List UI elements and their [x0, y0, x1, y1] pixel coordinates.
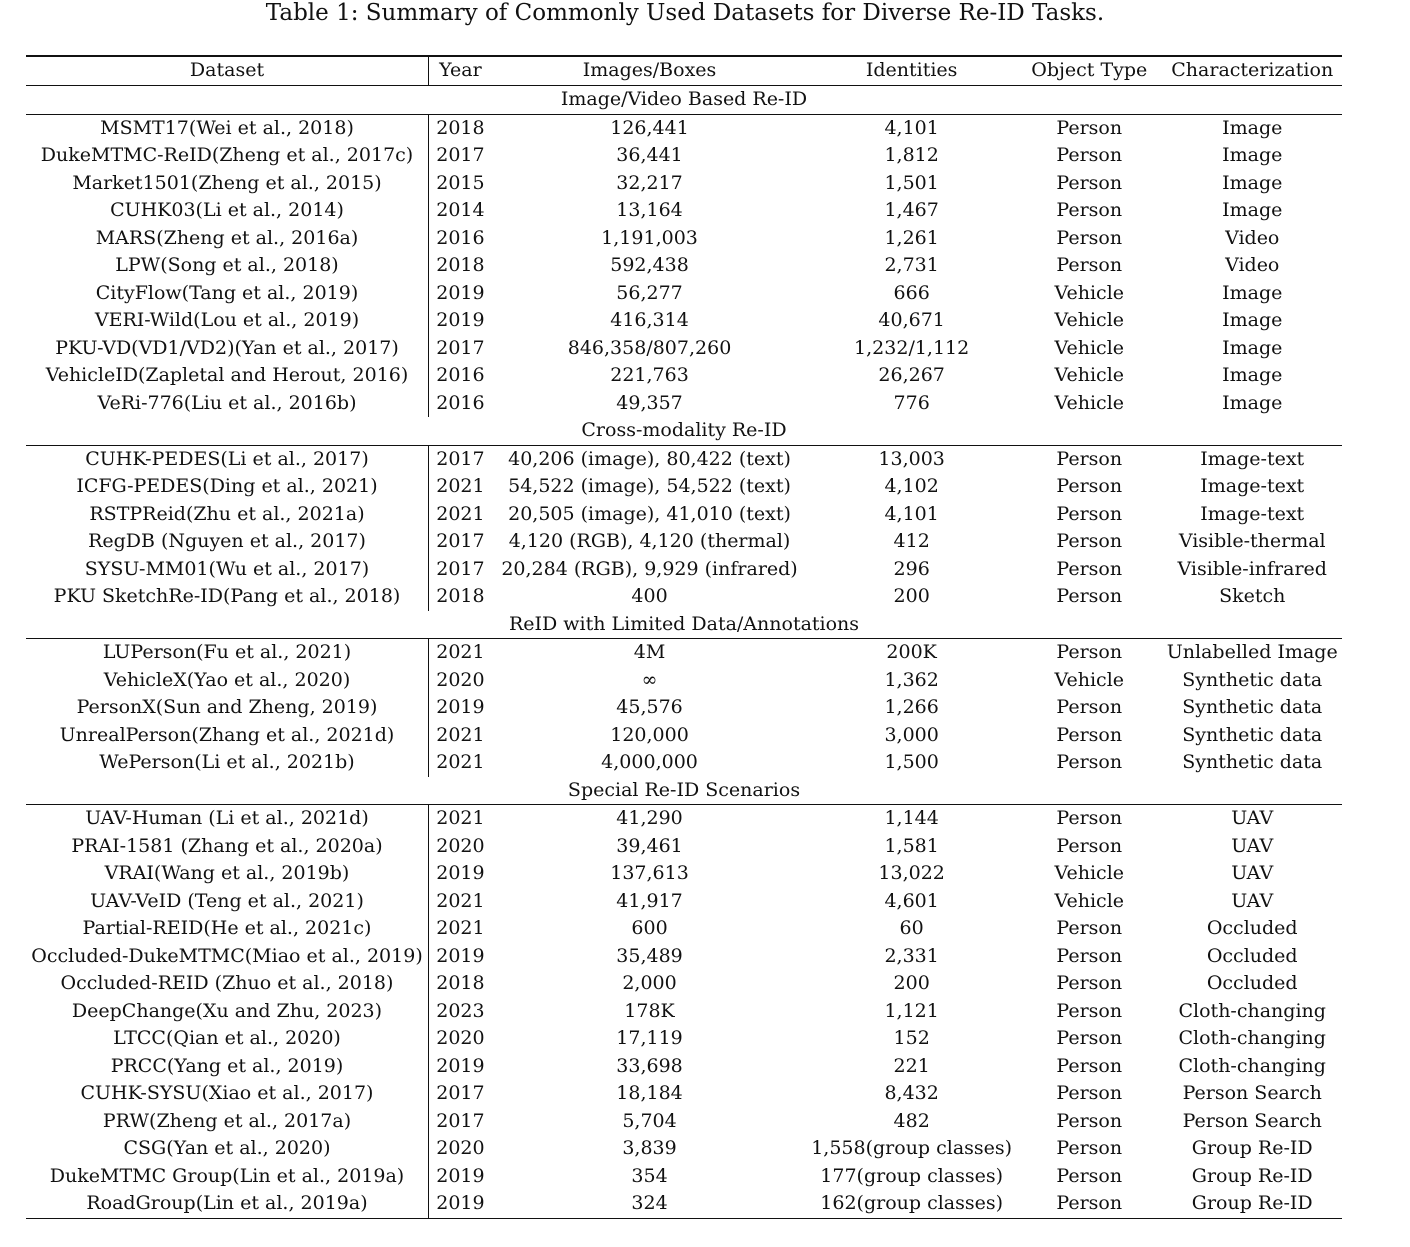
cell-dataset: CUHK-PEDES(Li et al., 2017) [26, 445, 429, 473]
cell-year: 2019 [436, 1054, 485, 1077]
cell-dataset: Market1501(Zheng et al., 2015) [26, 170, 429, 198]
cell-images: 3,839 [622, 1137, 677, 1159]
cell-object-type: Person [1056, 1082, 1123, 1104]
cell-dataset: PRW(Zheng et al., 2017a) [26, 1108, 429, 1136]
table-row [26, 888, 1342, 916]
cell-dataset: Partial-REID(He et al., 2021c) [26, 915, 429, 943]
cell-identities: 200 [893, 972, 930, 994]
cell-identities: 152 [893, 1027, 930, 1049]
cell-dataset: VRAI(Wang et al., 2019b) [26, 860, 429, 888]
section-title: ReID with Limited Data/Annotations [26, 611, 1342, 639]
cell-object-type: Vehicle [1054, 281, 1125, 304]
cell-characterization: Synthetic data [1182, 668, 1323, 691]
cell-images: 39,461 [616, 834, 683, 857]
cell-identities: 1,500 [884, 751, 939, 773]
cell-identities: 13,003 [878, 447, 945, 470]
table-row [26, 667, 1342, 695]
cell-images: 20,284 (RGB), 9,929 (infrared) [501, 557, 798, 580]
cell-year: 2017 [436, 530, 485, 552]
cell-characterization: Image [1222, 336, 1283, 359]
table-row [26, 197, 1342, 225]
cell-object-type: Person [1056, 254, 1123, 276]
cell-identities: 4,101 [884, 502, 939, 525]
table-row [26, 1163, 1342, 1191]
column-header-images: Images/Boxes [492, 56, 807, 86]
section-header-row [26, 611, 1342, 639]
table-row [26, 860, 1342, 888]
cell-year: 2023 [436, 999, 485, 1022]
cell-dataset: LUPerson(Fu et al., 2021) [26, 639, 429, 667]
table-row [26, 998, 1342, 1026]
cell-dataset: PKU-VD(VD1/VD2)(Yan et al., 2017) [26, 335, 429, 363]
cell-characterization: Cloth-changing [1178, 999, 1326, 1022]
cell-images: 600 [631, 917, 668, 939]
datasets-table [26, 55, 1342, 1219]
cell-identities: 2,331 [884, 944, 939, 967]
cell-identities: 776 [893, 391, 930, 414]
cell-dataset: PRCC(Yang et al., 2019) [26, 1053, 429, 1081]
cell-dataset: UAV-VeID (Teng et al., 2021) [26, 888, 429, 916]
cell-identities: 296 [893, 557, 930, 580]
cell-images: 1,191,003 [601, 226, 698, 249]
column-header-characterization: Characterization [1162, 56, 1342, 86]
cell-identities: 4,601 [884, 889, 939, 912]
cell-dataset: CityFlow(Tang et al., 2019) [26, 280, 429, 308]
cell-identities: 1,261 [884, 226, 939, 249]
cell-year: 2018 [436, 254, 485, 276]
cell-images: ∞ [641, 668, 658, 691]
cell-object-type: Vehicle [1054, 309, 1125, 331]
cell-object-type: Person [1056, 530, 1123, 552]
cell-object-type: Person [1056, 116, 1123, 139]
cell-characterization: Video [1225, 226, 1280, 249]
cell-year: 2017 [436, 1082, 485, 1104]
table-row [26, 114, 1342, 142]
cell-characterization: Cloth-changing [1178, 1054, 1326, 1077]
cell-year: 2017 [436, 144, 485, 166]
cell-object-type: Person [1056, 475, 1123, 497]
cell-identities: 412 [893, 530, 930, 552]
cell-characterization: Image [1222, 309, 1283, 331]
cell-characterization: UAV [1231, 889, 1274, 912]
cell-object-type: Person [1056, 944, 1123, 967]
cell-dataset: LPW(Song et al., 2018) [26, 252, 429, 280]
table-row [26, 335, 1342, 363]
cell-identities: 1,144 [884, 807, 939, 829]
cell-identities: 1,501 [884, 171, 939, 194]
cell-characterization: Synthetic data [1182, 751, 1323, 773]
cell-object-type: Person [1056, 917, 1123, 939]
cell-characterization: Image [1222, 364, 1283, 386]
cell-year: 2016 [436, 364, 485, 386]
cell-year: 2019 [429, 1190, 492, 1218]
cell-year: 2017 [436, 557, 485, 580]
cell-images: 13,164 [616, 199, 683, 221]
cell-images: 354 [631, 1164, 668, 1187]
cell-identities: 162(group classes) [807, 1190, 1016, 1218]
table-row [26, 805, 1342, 833]
cell-object-type: Person [1056, 1137, 1123, 1159]
cell-dataset: PRAI-1581 (Zhang et al., 2020a) [26, 833, 429, 861]
cell-year: 2021 [436, 807, 485, 829]
cell-object-type: Person [1056, 226, 1123, 249]
cell-dataset: CSG(Yan et al., 2020) [26, 1135, 429, 1163]
cell-characterization: Group Re-ID [1191, 1164, 1313, 1187]
cell-identities: 221 [893, 1054, 930, 1077]
cell-characterization: Cloth-changing [1178, 1027, 1326, 1049]
cell-images: 4M [633, 641, 666, 663]
cell-identities: 60 [899, 917, 924, 939]
table-row [26, 280, 1342, 308]
cell-dataset: LTCC(Qian et al., 2020) [26, 1025, 429, 1053]
cell-year: 2019 [436, 1164, 485, 1187]
cell-year: 2019 [436, 944, 485, 967]
cell-year: 2021 [436, 917, 485, 939]
cell-characterization: Unlabelled Image [1166, 641, 1338, 663]
cell-images: 416,314 [610, 309, 689, 331]
cell-object-type: Person [1056, 502, 1123, 525]
cell-dataset: DeepChange(Xu and Zhu, 2023) [26, 998, 429, 1026]
cell-images: 20,505 (image), 41,010 (text) [508, 502, 791, 525]
cell-images: 56,277 [616, 281, 683, 304]
cell-dataset: VehicleID(Zapletal and Herout, 2016) [26, 362, 429, 390]
cell-characterization: Occluded [1206, 972, 1298, 994]
cell-dataset: RSTPReid(Zhu et al., 2021a) [26, 501, 429, 529]
cell-images: 32,217 [616, 171, 683, 194]
cell-year: 2020 [436, 1027, 485, 1049]
cell-images: 2,000 [622, 972, 677, 994]
cell-year: 2021 [436, 475, 485, 497]
cell-year: 2018 [436, 972, 485, 994]
cell-images: 120,000 [610, 723, 689, 746]
cell-dataset: PersonX(Sun and Zheng, 2019) [26, 694, 429, 722]
cell-year: 2018 [436, 116, 485, 139]
cell-identities: 4,101 [884, 116, 939, 139]
cell-characterization: Synthetic data [1182, 696, 1323, 718]
column-header-year: Year [429, 56, 492, 86]
cell-dataset: VehicleX(Yao et al., 2020) [26, 667, 429, 695]
cell-year: 2021 [436, 751, 485, 773]
cell-identities: 666 [893, 281, 930, 304]
table-row [26, 915, 1342, 943]
cell-object-type: Vehicle [1054, 391, 1125, 414]
table-row [26, 501, 1342, 529]
cell-images: 45,576 [616, 696, 683, 718]
cell-year: 2015 [436, 171, 485, 194]
cell-year: 2017 [436, 1109, 485, 1132]
cell-identities: 26,267 [878, 364, 945, 386]
table-row [26, 445, 1342, 473]
table-row [26, 583, 1342, 611]
table-row [26, 252, 1342, 280]
cell-identities: 40,671 [878, 309, 945, 331]
cell-images: 18,184 [616, 1082, 683, 1104]
cell-identities: 2,731 [884, 254, 939, 276]
cell-characterization: Image-text [1200, 502, 1305, 525]
table-row [26, 170, 1342, 198]
cell-year: 2019 [436, 309, 485, 331]
cell-images: 137,613 [610, 862, 689, 884]
cell-year: 2017 [436, 336, 485, 359]
table-row [26, 528, 1342, 556]
cell-object-type: Person [1056, 199, 1123, 221]
cell-dataset: VERI-Wild(Lou et al., 2019) [26, 307, 429, 335]
cell-images: 49,357 [616, 391, 683, 414]
cell-images: 178K [624, 999, 675, 1022]
table-row [26, 943, 1342, 971]
cell-dataset: ICFG-PEDES(Ding et al., 2021) [26, 473, 429, 501]
cell-year: 2019 [436, 696, 485, 718]
cell-images: 36,441 [616, 144, 683, 166]
cell-identities: 1,232/1,112 [854, 336, 970, 359]
cell-images: 4,120 (RGB), 4,120 (thermal) [508, 530, 791, 552]
table-row [26, 225, 1342, 253]
cell-object-type: Vehicle [1054, 364, 1125, 386]
cell-identities: 1,467 [884, 199, 939, 221]
table-row [26, 833, 1342, 861]
cell-dataset: Occluded-DukeMTMC(Miao et al., 2019) [26, 943, 429, 971]
section-header-row [26, 86, 1342, 115]
cell-year: 2016 [436, 226, 485, 249]
cell-identities: 200K [886, 641, 937, 663]
cell-images: 400 [631, 585, 668, 607]
cell-year: 2019 [436, 862, 485, 884]
cell-characterization: UAV [1231, 807, 1274, 829]
cell-object-type: Person [1056, 144, 1123, 166]
table-row [26, 1080, 1342, 1108]
cell-characterization: Visible-infrared [1177, 557, 1327, 580]
table-header-row [26, 56, 1342, 86]
section-title: Cross-modality Re-ID [26, 417, 1342, 445]
cell-images: 41,917 [616, 889, 683, 912]
cell-images: 592,438 [610, 254, 689, 276]
cell-year: 2021 [436, 889, 485, 912]
cell-images: 35,489 [616, 944, 683, 967]
table-row [26, 556, 1342, 584]
cell-object-type: Person [1056, 1164, 1123, 1187]
cell-characterization: Image [1222, 116, 1283, 139]
cell-characterization: Image-text [1200, 475, 1305, 497]
cell-object-type: Person [1056, 1054, 1123, 1077]
cell-year: 2021 [436, 723, 485, 746]
section-header-row [26, 417, 1342, 445]
table-row [26, 142, 1342, 170]
table-row [26, 390, 1342, 418]
cell-characterization: Occluded [1206, 917, 1298, 939]
cell-object-type: Person [1056, 171, 1123, 194]
table-row [26, 1108, 1342, 1136]
section-title: Image/Video Based Re-ID [26, 86, 1342, 115]
table-body [26, 86, 1342, 1219]
cell-dataset: CUHK03(Li et al., 2014) [26, 197, 429, 225]
cell-object-type: Vehicle [1054, 668, 1125, 691]
cell-images: 54,522 (image), 54,522 (text) [508, 475, 791, 497]
cell-images: 40,206 (image), 80,422 (text) [508, 447, 791, 470]
cell-identities: 1,581 [884, 834, 939, 857]
table-row [26, 1053, 1342, 1081]
cell-dataset: DukeMTMC-ReID(Zheng et al., 2017c) [26, 142, 429, 170]
cell-characterization: Visible-thermal [1178, 530, 1326, 552]
cell-characterization: Synthetic data [1182, 723, 1323, 746]
cell-dataset: UnrealPerson(Zhang et al., 2021d) [26, 722, 429, 750]
cell-dataset: VeRi-776(Liu et al., 2016b) [26, 390, 429, 418]
cell-year: 2020 [436, 1137, 485, 1159]
cell-identities: 1,558(group classes) [811, 1137, 1013, 1159]
cell-year: 2017 [436, 447, 485, 470]
cell-object-type: Vehicle [1054, 862, 1125, 884]
cell-year: 2016 [436, 391, 485, 414]
table-row [26, 749, 1342, 777]
table-row [26, 1190, 1342, 1218]
cell-identities: 482 [893, 1109, 930, 1132]
cell-object-type: Vehicle [1054, 889, 1125, 912]
cell-dataset: WePerson(Li et al., 2021b) [26, 749, 429, 777]
cell-characterization: Sketch [1219, 585, 1286, 607]
cell-characterization: Image [1222, 391, 1283, 414]
cell-identities: 1,812 [884, 144, 939, 166]
cell-characterization: Image-text [1200, 447, 1305, 470]
cell-images: 4,000,000 [601, 751, 698, 773]
cell-dataset: Occluded-REID (Zhuo et al., 2018) [26, 970, 429, 998]
cell-dataset: SYSU-MM01(Wu et al., 2017) [26, 556, 429, 584]
cell-object-type: Person [1056, 723, 1123, 746]
cell-characterization: Image [1222, 281, 1283, 304]
cell-images: 846,358/807,260 [567, 336, 732, 359]
table-row [26, 694, 1342, 722]
cell-identities: 1,266 [884, 696, 939, 718]
cell-characterization: Image [1222, 144, 1283, 166]
cell-object-type: Vehicle [1054, 336, 1125, 359]
cell-identities: 4,102 [884, 475, 939, 497]
section-header-row [26, 777, 1342, 805]
cell-characterization: Group Re-ID [1162, 1190, 1342, 1218]
cell-characterization: UAV [1231, 862, 1274, 884]
cell-characterization: Video [1225, 254, 1280, 276]
cell-year: 2014 [436, 199, 485, 221]
table-caption: Table 1: Summary of Commonly Used Datasets for Diverse Re-ID Tasks. [265, 0, 1105, 26]
cell-year: 2021 [436, 502, 485, 525]
cell-dataset: DukeMTMC Group(Lin et al., 2019a) [26, 1163, 429, 1191]
cell-dataset: PKU SketchRe-ID(Pang et al., 2018) [26, 583, 429, 611]
cell-identities: 8,432 [884, 1082, 939, 1104]
cell-dataset: RoadGroup(Lin et al., 2019a) [26, 1190, 429, 1218]
cell-characterization: Person Search [1182, 1109, 1322, 1132]
cell-object-type: Person [1056, 585, 1123, 607]
cell-year: 2019 [436, 281, 485, 304]
cell-dataset: UAV-Human (Li et al., 2021d) [26, 805, 429, 833]
cell-images: 324 [492, 1190, 807, 1218]
column-header-dataset: Dataset [26, 56, 429, 86]
cell-images: 33,698 [616, 1054, 683, 1077]
cell-images: 5,704 [622, 1109, 677, 1132]
cell-characterization: Image [1222, 171, 1283, 194]
column-header-identities: Identities [807, 56, 1016, 86]
cell-identities: 177(group classes) [820, 1164, 1004, 1187]
cell-year: 2021 [436, 641, 485, 663]
cell-object-type: Person [1056, 834, 1123, 857]
cell-identities: 1,362 [884, 668, 939, 691]
table-row [26, 722, 1342, 750]
cell-object-type: Person [1056, 696, 1123, 718]
table-row [26, 1025, 1342, 1053]
section-title: Special Re-ID Scenarios [26, 777, 1342, 805]
cell-images: 221,763 [610, 364, 689, 386]
column-header-object-type: Object Type [1016, 56, 1162, 86]
cell-images: 17,119 [616, 1027, 683, 1049]
cell-identities: 3,000 [884, 723, 939, 746]
cell-object-type: Person [1056, 641, 1123, 663]
cell-dataset: CUHK-SYSU(Xiao et al., 2017) [26, 1080, 429, 1108]
table-row [26, 970, 1342, 998]
cell-object-type: Person [1056, 807, 1123, 829]
cell-characterization: Image [1222, 199, 1283, 221]
cell-characterization: Person Search [1182, 1082, 1322, 1104]
cell-year: 2018 [436, 585, 485, 607]
cell-characterization: Group Re-ID [1191, 1137, 1313, 1159]
cell-object-type: Person [1056, 1109, 1123, 1132]
table-row [26, 1135, 1342, 1163]
table-row [26, 473, 1342, 501]
cell-object-type: Person [1056, 972, 1123, 994]
cell-object-type: Person [1056, 557, 1123, 580]
table-row [26, 307, 1342, 335]
cell-images: 126,441 [610, 116, 689, 139]
cell-identities: 200 [893, 585, 930, 607]
cell-object-type: Person [1056, 751, 1123, 773]
cell-object-type: Person [1056, 1027, 1123, 1049]
cell-object-type: Person [1016, 1190, 1162, 1218]
table-row [26, 639, 1342, 667]
cell-year: 2020 [436, 834, 485, 857]
cell-characterization: Occluded [1206, 944, 1298, 967]
cell-images: 41,290 [616, 807, 683, 829]
cell-dataset: MSMT17(Wei et al., 2018) [26, 114, 429, 142]
cell-identities: 1,121 [884, 999, 939, 1022]
cell-dataset: RegDB (Nguyen et al., 2017) [26, 528, 429, 556]
cell-object-type: Person [1056, 447, 1123, 470]
cell-dataset: MARS(Zheng et al., 2016a) [26, 225, 429, 253]
cell-object-type: Person [1056, 999, 1123, 1022]
table-row [26, 362, 1342, 390]
cell-year: 2020 [436, 668, 485, 691]
cell-identities: 13,022 [878, 862, 945, 884]
cell-characterization: UAV [1231, 834, 1274, 857]
